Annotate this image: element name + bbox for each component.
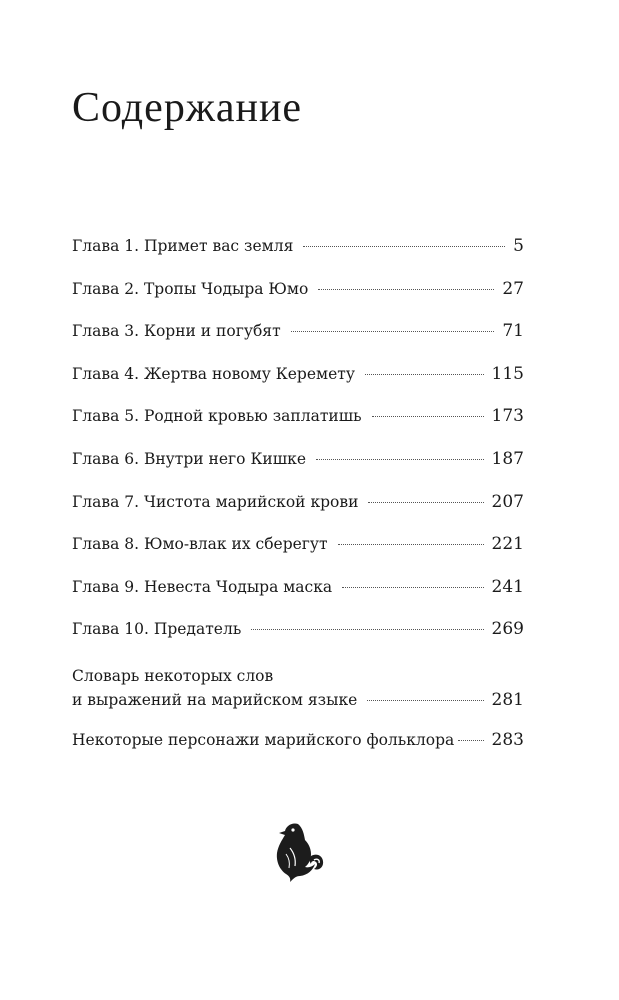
- dot-leader: [338, 544, 484, 545]
- toc-entry[interactable]: [72, 577, 524, 620]
- raven-icon: [268, 820, 326, 884]
- toc-entry-page: 115: [491, 363, 524, 384]
- toc-entry-page: 283: [491, 729, 524, 750]
- page-title: Содержание: [72, 85, 303, 131]
- dot-leader: [291, 331, 495, 332]
- toc-entry-page: 27: [502, 278, 524, 299]
- toc-entry-folklore[interactable]: [72, 730, 524, 773]
- toc-entry[interactable]: [72, 449, 524, 492]
- toc-entry[interactable]: [72, 534, 524, 577]
- toc-entry[interactable]: [72, 279, 524, 322]
- toc-entry-title: Глава 8. Юмо-влак их сберегут: [72, 535, 328, 554]
- toc-entry-title: Глава 9. Невеста Чодыра маска: [72, 577, 333, 596]
- toc-entry-page: 71: [502, 321, 524, 342]
- toc-entry-page: 269: [491, 619, 524, 640]
- toc-entry-title: Глава 7. Чистота марийской крови: [72, 492, 359, 511]
- dot-leader: [303, 246, 505, 247]
- dot-leader: [372, 416, 484, 417]
- dot-leader: [368, 502, 483, 503]
- toc-entry-page: 187: [491, 448, 524, 469]
- dot-leader: [458, 740, 483, 741]
- toc-entry-page: 207: [491, 491, 524, 512]
- toc-entry[interactable]: [72, 321, 524, 364]
- toc-entry-title-line2: и выражений на марийском языке: [72, 690, 358, 709]
- toc-entry-glossary[interactable]: [72, 666, 524, 710]
- dot-leader: [342, 587, 483, 588]
- toc-entry-title: Глава 10. Предатель: [72, 620, 242, 639]
- toc-entry[interactable]: [72, 364, 524, 407]
- toc-entry[interactable]: [72, 619, 524, 662]
- toc-entry[interactable]: [72, 236, 524, 279]
- toc-entry-title-line1: Словарь некоторых слов: [72, 666, 274, 685]
- dot-leader: [318, 289, 494, 290]
- toc-entry-title: Глава 5. Родной кровью заплатишь: [72, 407, 362, 426]
- toc-entry-title: Глава 2. Тропы Чодыра Юмо: [72, 279, 309, 298]
- toc-entry-title: Глава 1. Примет вас земля: [72, 237, 294, 255]
- toc-entry-page: 281: [491, 689, 524, 710]
- toc-entry-page: 241: [491, 576, 524, 597]
- toc-entry-page: 5: [513, 236, 524, 256]
- toc-entry[interactable]: [72, 406, 524, 449]
- toc-entry-title: Некоторые персонажи марийского фольклора: [72, 730, 455, 749]
- dot-leader: [365, 374, 484, 375]
- dot-leader: [316, 459, 484, 460]
- dot-leader: [367, 700, 483, 701]
- toc-entry-title: Глава 3. Корни и погубят: [72, 322, 281, 341]
- table-of-contents: [72, 236, 524, 773]
- toc-entry-title: Глава 4. Жертва новому Керемету: [72, 364, 355, 383]
- toc-entry-page: 173: [491, 406, 524, 427]
- toc-entry[interactable]: [72, 492, 524, 535]
- toc-entry-title: Глава 6. Внутри него Кишке: [72, 449, 307, 468]
- toc-entry-page: 221: [491, 534, 524, 555]
- dot-leader: [251, 629, 483, 630]
